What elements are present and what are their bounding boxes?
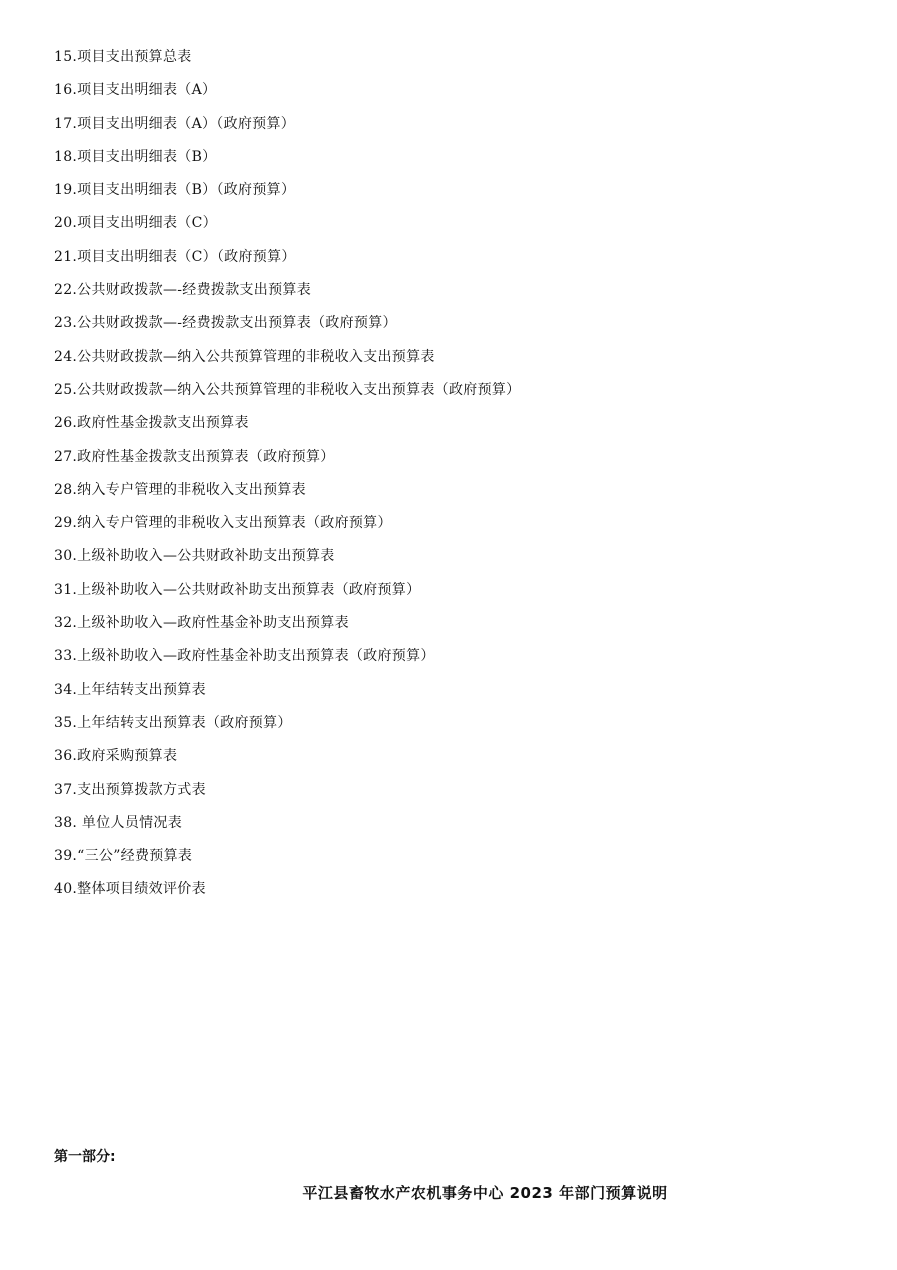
toc-item: 18.项目支出明细表（B） xyxy=(54,148,217,165)
toc-item: 19.项目支出明细表（B）（政府预算） xyxy=(54,182,296,199)
toc-item: 23.公共财政拨款—-经费拨款支出预算表（政府预算） xyxy=(54,315,397,332)
toc-item: 38. 单位人员情况表 xyxy=(54,814,183,831)
toc-item: 22.公共财政拨款—-经费拨款支出预算表 xyxy=(54,282,311,299)
toc-item: 20.项目支出明细表（C） xyxy=(54,215,217,232)
toc-item: 31.上级补助收入—公共财政补助支出预算表（政府预算） xyxy=(54,581,421,598)
toc-item: 25.公共财政拨款—纳入公共预算管理的非税收入支出预算表（政府预算） xyxy=(54,381,521,398)
toc-item: 24.公共财政拨款—纳入公共预算管理的非税收入支出预算表 xyxy=(54,348,435,365)
toc-item: 28.纳入专户管理的非税收入支出预算表 xyxy=(54,481,306,498)
table-of-contents xyxy=(54,46,520,912)
toc-item: 39.“三公”经费预算表 xyxy=(54,848,193,865)
toc-item: 17.项目支出明细表（A）（政府预算） xyxy=(54,115,296,132)
toc-item: 29.纳入专户管理的非税收入支出预算表（政府预算） xyxy=(54,515,392,532)
toc-item: 21.项目支出明细表（C）（政府预算） xyxy=(54,248,296,265)
toc-item: 35.上年结转支出预算表（政府预算） xyxy=(54,714,292,731)
document-title: 平江县畜牧水产农机事务中心 2023 年部门预算说明 xyxy=(302,1184,668,1202)
part-heading: 第一部分: xyxy=(54,1149,116,1165)
toc-item: 16.项目支出明细表（A） xyxy=(54,82,217,99)
toc-item: 37.支出预算拨款方式表 xyxy=(54,781,206,798)
toc-item: 30.上级补助收入—公共财政补助支出预算表 xyxy=(54,548,335,565)
toc-item: 36.政府采购预算表 xyxy=(54,748,178,765)
toc-item: 34.上年结转支出预算表 xyxy=(54,681,206,698)
toc-item: 15.项目支出预算总表 xyxy=(54,49,192,65)
toc-item: 40.整体项目绩效评价表 xyxy=(54,881,206,898)
toc-item: 32.上级补助收入—政府性基金补助支出预算表 xyxy=(54,615,349,632)
toc-item: 26.政府性基金拨款支出预算表 xyxy=(54,415,249,432)
toc-item: 27.政府性基金拨款支出预算表（政府预算） xyxy=(54,448,335,465)
toc-item: 33.上级补助收入—政府性基金补助支出预算表（政府预算） xyxy=(54,648,435,665)
